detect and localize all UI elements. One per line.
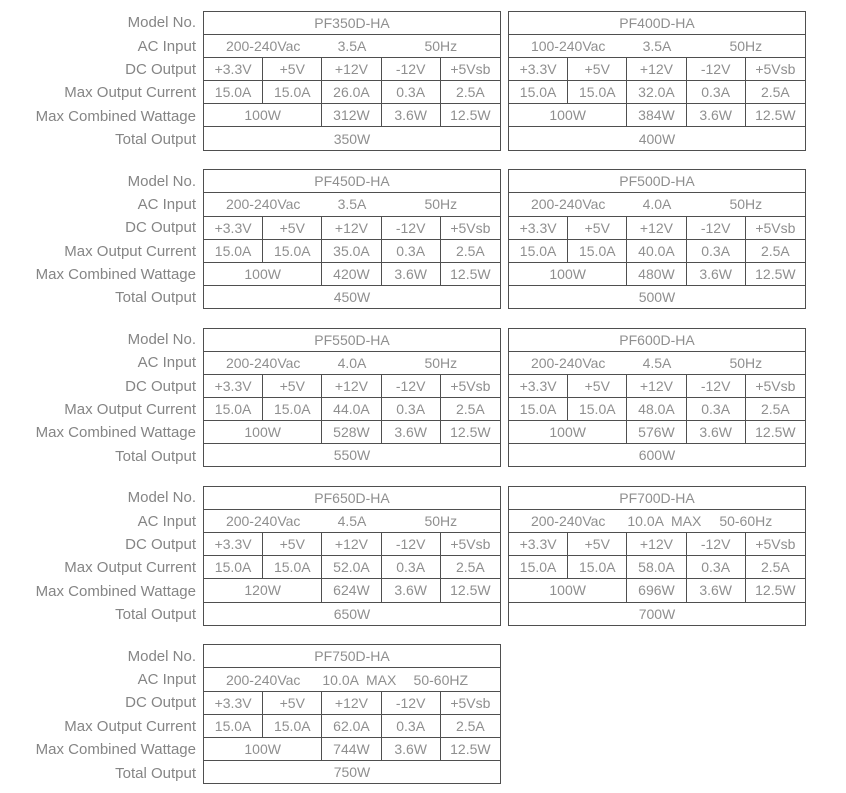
combined-wattage-cell: 12.5W [746,104,805,127]
spec-table [203,11,501,151]
table-group [0,11,846,151]
ac-voltage-cell: 100-240Vac [509,35,627,58]
ac-current-cell: 3.5A [627,35,686,58]
max-current-cell: 15.0A [204,398,263,421]
row-label: DC Output [125,536,196,553]
max-current-cell: 0.3A [687,240,746,263]
row-label: Model No. [127,489,196,507]
row-label: Max Output Current [64,559,196,577]
combined-wattage-cell: 3.6W [687,263,746,286]
dc-output-cell: +3.3V [509,58,568,81]
dc-output-cell: -12V [382,375,441,398]
total-output-cell: 750W [333,763,371,780]
dc-output-cell: +12V [322,533,381,556]
ac-current-cell: 10.0A MAX [627,510,686,533]
max-current-cell: 0.3A [382,240,441,263]
max-current-cell: 15.0A [509,81,568,104]
row-label: Model No. [127,647,196,665]
ac-voltage-cell: 200-240Vac [204,35,322,58]
max-current-cell: 2.5A [746,240,805,263]
max-current-cell: 26.0A [322,81,381,104]
combined-wattage-cell: 12.5W [441,104,500,127]
total-output-cell: 700W [638,605,676,622]
ac-current-cell: 10.0A MAX [322,668,381,691]
dc-output-cell: +5V [263,217,322,240]
combined-wattage-cell: 420W [322,263,381,286]
table-group [0,328,846,468]
combined-wattage-cell: 100W [509,263,627,286]
combined-wattage-cell: 100W [204,738,322,761]
row-label: Max Combined Wattage [35,582,196,600]
dc-output-cell: +5Vsb [746,217,805,240]
combined-wattage-cell: 120W [204,579,322,602]
dc-output-cell: +3.3V [204,692,263,715]
combined-wattage-cell: 3.6W [687,579,746,602]
dc-output-cell: +12V [627,533,686,556]
dc-output-cell: +3.3V [204,58,263,81]
max-current-cell: 2.5A [746,81,805,104]
combined-wattage-cell: 312W [322,104,381,127]
ac-voltage-cell: 200-240Vac [204,193,322,216]
max-current-cell: 0.3A [687,556,746,579]
max-current-cell: 15.0A [204,715,263,738]
spec-table [508,169,806,309]
row-label: Max Combined Wattage [35,741,196,759]
row-label: Max Output Current [64,84,196,102]
max-current-cell: 15.0A [204,556,263,579]
row-label: DC Output [125,694,196,712]
row-label: Max Combined Wattage [35,266,196,284]
max-current-cell: 15.0A [568,556,627,579]
max-current-cell: 15.0A [568,240,627,263]
ac-current-cell: 3.5A [322,35,381,58]
dc-output-cell: +5Vsb [746,375,805,398]
total-output-cell: 400W [638,130,676,147]
dc-output-cell: +3.3V [204,533,263,556]
combined-wattage-cell: 576W [627,421,686,444]
max-current-cell: 15.0A [263,715,322,738]
row-labels [0,644,196,784]
combined-wattage-cell: 100W [204,263,322,286]
max-current-cell: 0.3A [382,715,441,738]
row-label: AC Input [137,670,196,688]
max-current-cell: 2.5A [746,398,805,421]
max-current-cell: 35.0A [322,240,381,263]
row-label: DC Output [125,377,196,395]
ac-frequency-cell: 50Hz [382,510,500,533]
max-current-cell: 2.5A [441,715,500,738]
model-cell: PF650D-HA [204,487,500,510]
dc-output-cell: +5Vsb [441,375,500,398]
ac-current-cell: 4.0A [627,193,686,216]
ac-voltage-cell: 200-240Vac [204,352,322,375]
dc-output-cell: +5V [568,217,627,240]
max-current-cell: 15.0A [568,398,627,421]
max-current-cell: 15.0A [509,240,568,263]
dc-output-cell: -12V [382,58,441,81]
combined-wattage-cell: 100W [509,104,627,127]
row-label: DC Output [125,60,196,78]
row-label: Total Output [115,131,196,149]
combined-wattage-cell: 100W [204,421,322,444]
total-output-cell: 450W [333,288,371,305]
row-label: Max Output Current [64,717,196,735]
combined-wattage-cell: 528W [322,421,381,444]
combined-wattage-cell: 384W [627,104,686,127]
dc-output-cell: +3.3V [509,375,568,398]
ac-current-cell: 4.5A [627,352,686,375]
dc-output-cell: +12V [322,375,381,398]
dc-output-cell: +5V [568,375,627,398]
ac-voltage-cell: 200-240Vac [204,668,322,691]
combined-wattage-cell: 3.6W [382,738,441,761]
table-group [0,644,846,784]
row-label: AC Input [137,37,196,55]
dc-output-cell: +3.3V [509,533,568,556]
row-label: Model No. [127,330,196,348]
model-cell: PF750D-HA [204,645,500,668]
ac-frequency-cell: 50Hz [687,193,805,216]
row-label: Max Output Current [64,401,196,419]
dc-output-cell: +12V [627,217,686,240]
max-current-cell: 15.0A [509,556,568,579]
row-label: AC Input [137,354,196,372]
total-output-cell: 600W [638,447,676,464]
combined-wattage-cell: 696W [627,579,686,602]
combined-wattage-cell: 12.5W [441,263,500,286]
dc-output-cell: +12V [322,217,381,240]
row-label: Max Combined Wattage [35,107,196,125]
combined-wattage-cell: 100W [509,421,627,444]
row-labels [0,486,196,626]
max-current-cell: 2.5A [746,556,805,579]
spec-table [508,486,806,626]
combined-wattage-cell: 3.6W [382,104,441,127]
max-current-cell: 15.0A [568,81,627,104]
max-current-cell: 40.0A [627,240,686,263]
ac-voltage-cell: 200-240Vac [509,193,627,216]
model-cell: PF700D-HA [509,487,805,510]
max-current-cell: 2.5A [441,81,500,104]
ac-frequency-cell: 50Hz [382,193,500,216]
dc-output-cell: +5Vsb [441,533,500,556]
row-labels [0,328,196,468]
dc-output-cell: +12V [322,58,381,81]
dc-output-cell: +5Vsb [746,58,805,81]
max-current-cell: 0.3A [382,556,441,579]
dc-output-cell: +5V [263,375,322,398]
combined-wattage-cell: 480W [627,263,686,286]
row-label: Model No. [127,172,196,190]
dc-output-cell: +5V [568,533,627,556]
combined-wattage-cell: 3.6W [382,579,441,602]
max-current-cell: 15.0A [204,81,263,104]
max-current-cell: 58.0A [627,556,686,579]
row-label: Total Output [115,606,196,624]
max-current-cell: 2.5A [441,556,500,579]
combined-wattage-cell: 12.5W [746,421,805,444]
row-label: Model No. [127,14,196,32]
dc-output-cell: -12V [382,217,441,240]
row-label: Max Combined Wattage [35,424,196,442]
spec-table [508,328,806,468]
max-current-cell: 32.0A [627,81,686,104]
max-current-cell: 15.0A [509,398,568,421]
row-label: Total Output [115,447,196,465]
max-current-cell: 15.0A [263,398,322,421]
row-label: AC Input [137,195,196,213]
combined-wattage-cell: 12.5W [746,263,805,286]
table-group [0,169,846,309]
dc-output-cell: +5V [263,533,322,556]
max-current-cell: 2.5A [441,398,500,421]
max-current-cell: 0.3A [382,398,441,421]
combined-wattage-cell: 3.6W [382,263,441,286]
dc-output-cell: -12V [687,58,746,81]
spec-table [203,644,501,784]
max-current-cell: 52.0A [322,556,381,579]
max-current-cell: 48.0A [627,398,686,421]
ac-frequency-cell: 50Hz [382,352,500,375]
ac-frequency-cell: 50-60Hz [687,510,805,533]
row-label: DC Output [125,219,196,237]
dc-output-cell: +12V [322,692,381,715]
spec-table [203,169,501,309]
combined-wattage-cell: 12.5W [441,738,500,761]
dc-output-cell: +5V [263,692,322,715]
combined-wattage-cell: 100W [509,579,627,602]
dc-output-cell: +12V [627,375,686,398]
model-cell: PF350D-HA [204,12,500,35]
dc-output-cell: +5Vsb [441,692,500,715]
ac-current-cell: 4.5A [322,510,381,533]
row-label: Max Output Current [64,242,196,260]
dc-output-cell: +12V [627,58,686,81]
combined-wattage-cell: 624W [322,579,381,602]
dc-output-cell: +3.3V [204,375,263,398]
row-label: Total Output [115,289,196,307]
row-labels [0,169,196,309]
combined-wattage-cell: 3.6W [382,421,441,444]
ac-voltage-cell: 200-240Vac [509,510,627,533]
dc-output-cell: -12V [382,533,441,556]
dc-output-cell: +5Vsb [441,58,500,81]
total-output-cell: 650W [333,605,371,622]
dc-output-cell: -12V [382,692,441,715]
ac-current-cell: 4.0A [322,352,381,375]
model-cell: PF450D-HA [204,170,500,193]
model-cell: PF600D-HA [509,329,805,352]
max-current-cell: 15.0A [204,240,263,263]
dc-output-cell: +5V [263,58,322,81]
max-current-cell: 15.0A [263,240,322,263]
max-current-cell: 62.0A [322,715,381,738]
row-labels [0,11,196,151]
max-current-cell: 15.0A [263,81,322,104]
dc-output-cell: +5Vsb [746,533,805,556]
dc-output-cell: -12V [687,375,746,398]
spec-table [203,328,501,468]
combined-wattage-cell: 12.5W [746,579,805,602]
max-current-cell: 44.0A [322,398,381,421]
max-current-cell: 15.0A [263,556,322,579]
ac-frequency-cell: 50-60HZ [382,668,500,691]
dc-output-cell: +3.3V [204,217,263,240]
max-current-cell: 0.3A [687,398,746,421]
dc-output-cell: -12V [687,533,746,556]
ac-voltage-cell: 200-240Vac [204,510,322,533]
total-output-cell: 350W [333,130,371,147]
model-cell: PF500D-HA [509,170,805,193]
dc-output-cell: +5Vsb [441,217,500,240]
total-output-cell: 500W [638,288,676,305]
spec-table [508,11,806,151]
row-label: AC Input [137,512,196,530]
ac-current-cell: 3.5A [322,193,381,216]
row-label: Total Output [115,764,196,782]
max-current-cell: 2.5A [441,240,500,263]
ac-frequency-cell: 50Hz [382,35,500,58]
dc-output-cell: +5V [568,58,627,81]
max-current-cell: 0.3A [382,81,441,104]
total-output-cell: 550W [333,447,371,464]
dc-output-cell: +3.3V [509,217,568,240]
ac-frequency-cell: 50Hz [687,35,805,58]
dc-output-cell: -12V [687,217,746,240]
max-current-cell: 0.3A [687,81,746,104]
combined-wattage-cell: 3.6W [687,421,746,444]
combined-wattage-cell: 100W [204,104,322,127]
combined-wattage-cell: 3.6W [687,104,746,127]
combined-wattage-cell: 744W [322,738,381,761]
model-cell: PF550D-HA [204,329,500,352]
combined-wattage-cell: 12.5W [441,421,500,444]
ac-frequency-cell: 50Hz [687,352,805,375]
table-group [0,486,846,626]
spec-table [203,486,501,626]
model-cell: PF400D-HA [509,12,805,35]
combined-wattage-cell: 12.5W [441,579,500,602]
ac-voltage-cell: 200-240Vac [509,352,627,375]
